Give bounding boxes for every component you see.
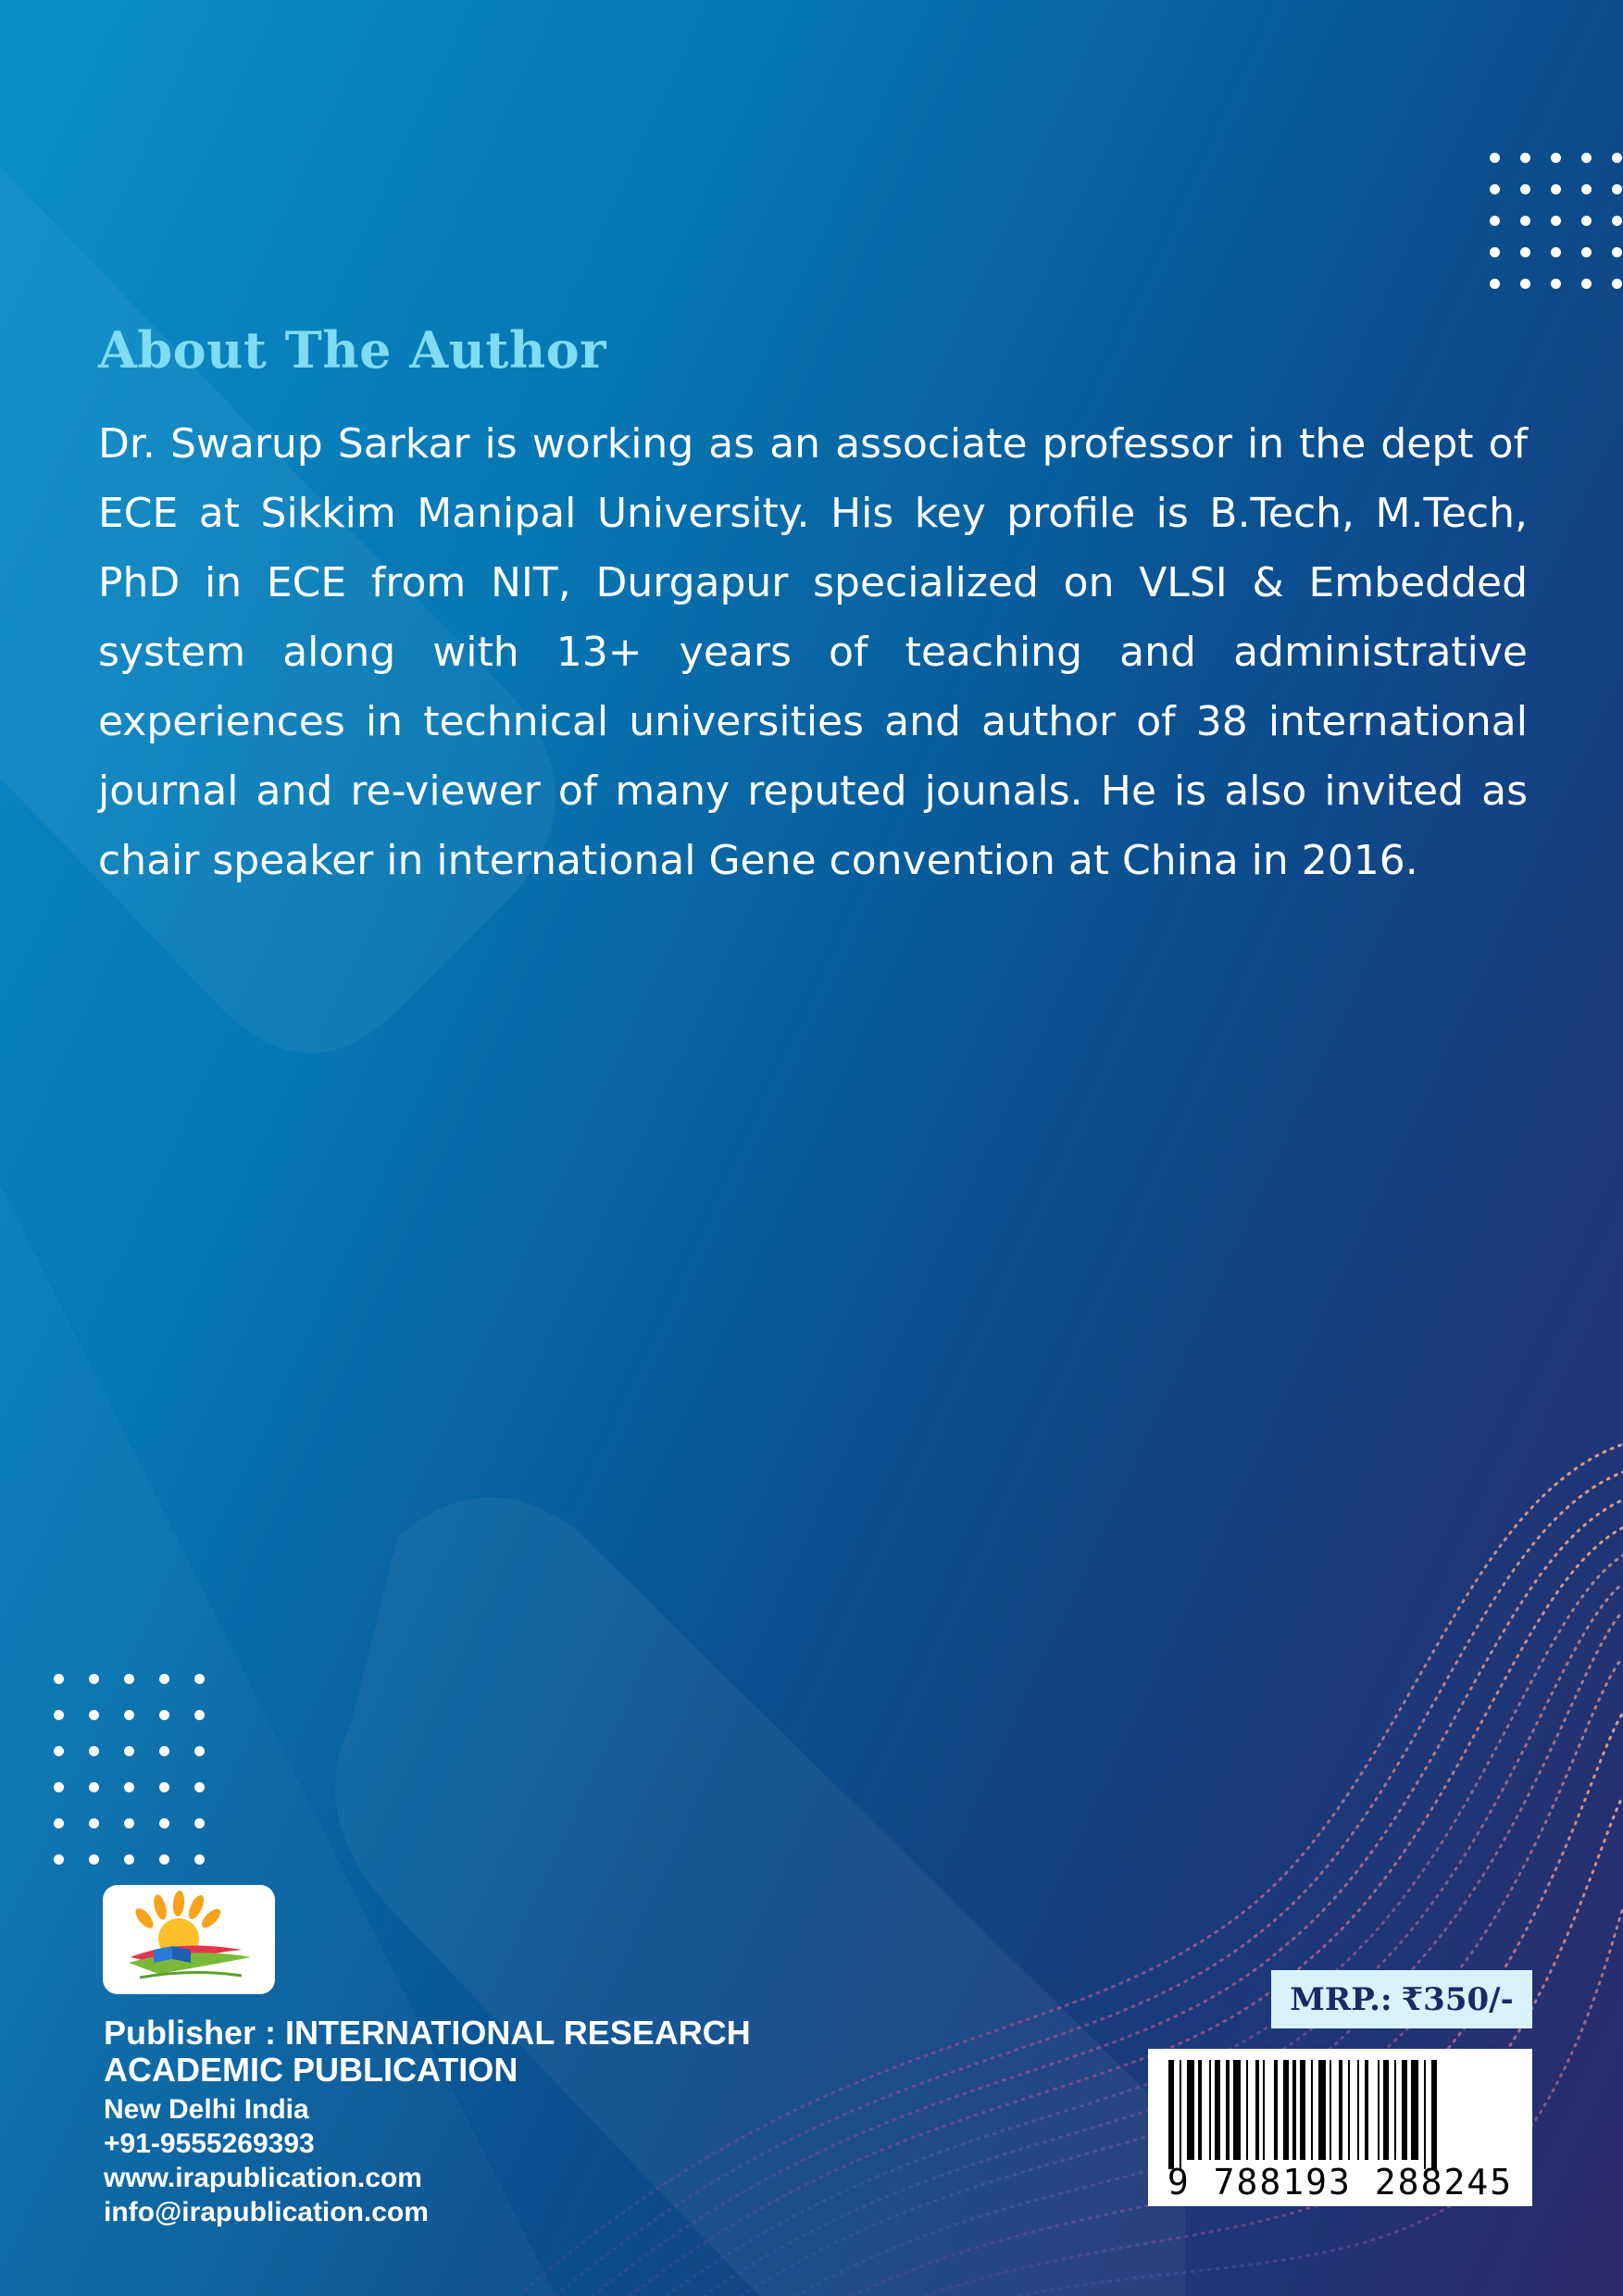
about-author-heading: About The Author: [98, 320, 607, 380]
sun-book-logo-icon: [103, 1885, 275, 1994]
publisher-label: Publisher :: [104, 2014, 286, 2052]
barcode-bar: [1365, 2060, 1368, 2160]
isbn-number: 9 788193 288245: [1167, 2162, 1514, 2202]
barcode-bar: [1283, 2060, 1289, 2160]
author-bio: Dr. Swarup Sarkar is working as an associate professor in the dept of ECE at Sikkim Manipal University. His key profile is B.Tech, M.Tech, PhD in ECE from NIT, Durgapur specialized on VLSI & Embedded system along with 13+ years of teaching and administrative experiences in technical universities and author of 38 international journal and re-viewer of many reputed jounals. He is also invited as chair speaker in international Gene convention at China in 2016.: [98, 420, 1528, 884]
barcode-bar: [1274, 2060, 1278, 2160]
barcode-bar: [1226, 2060, 1230, 2160]
publisher-name-part1: INTERNATIONAL RESEARCH: [285, 2014, 751, 2052]
barcode-bar: [1233, 2060, 1241, 2160]
barcode-bar: [1168, 2060, 1174, 2169]
barcode-bar: [1424, 2060, 1426, 2169]
barcode-bar: [1330, 2060, 1331, 2160]
barcode-bar: [1198, 2060, 1202, 2160]
barcode-bar: [1383, 2060, 1389, 2160]
barcode-bar: [1246, 2060, 1248, 2160]
barcode-bar: [1292, 2060, 1296, 2160]
barcode-bar: [1180, 2060, 1181, 2169]
barcode-bar: [1348, 2060, 1350, 2160]
publisher-name-line2: ACADEMIC PUBLICATION: [104, 2051, 518, 2089]
barcode-bar: [1263, 2060, 1265, 2160]
barcode-bar: [1339, 2060, 1342, 2160]
barcode-bar: [1255, 2060, 1259, 2160]
barcode-bar: [1209, 2060, 1211, 2160]
publisher-name-line1: [104, 2015, 751, 2052]
publisher-phone: +91-9555269393: [104, 2128, 315, 2159]
barcode-bar: [1431, 2060, 1437, 2169]
barcode-bar: [1357, 2060, 1359, 2160]
price-value: ₹350/-: [1401, 1980, 1514, 2018]
publisher-email: info@irapublication.com: [104, 2197, 429, 2227]
price-box: [1271, 1970, 1532, 2028]
barcode-bar: [1215, 2060, 1220, 2160]
publisher-info: [104, 2015, 751, 2229]
barcode-bar: [1394, 2060, 1396, 2160]
dot-grid-decoration: [1490, 153, 1622, 289]
barcode-bar: [1187, 2060, 1194, 2160]
barcode-bar: [1318, 2060, 1326, 2160]
publisher-logo: [103, 1885, 275, 1994]
price-label: MRP.:: [1290, 1980, 1392, 2018]
dot-grid-decoration: [54, 1674, 205, 1865]
publisher-website: www.irapublication.com: [104, 2163, 422, 2193]
barcode-bar: [1402, 2060, 1407, 2160]
barcode-bar: [1300, 2060, 1305, 2160]
barcode: [1148, 2049, 1532, 2206]
barcode-bar: [1311, 2060, 1313, 2160]
barcode-bar: [1411, 2060, 1418, 2160]
publisher-location: New Delhi India: [104, 2094, 309, 2125]
barcode-bar: [1378, 2060, 1380, 2160]
